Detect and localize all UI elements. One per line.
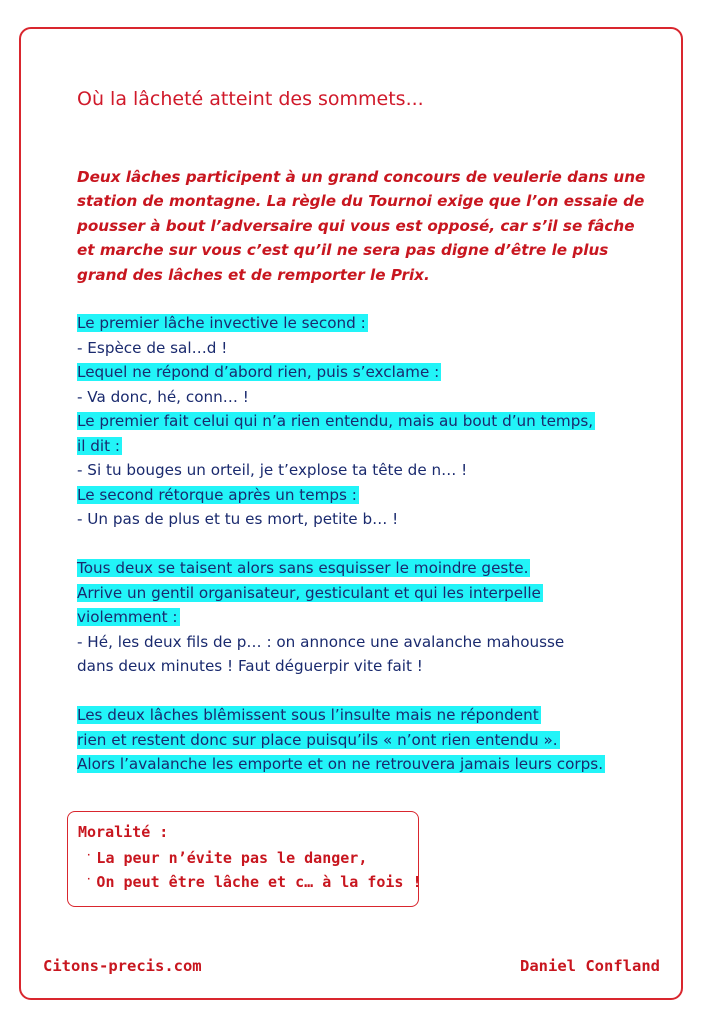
- story-line-highlighted: Alors l’avalanche les emporte et on ne retrouvera jamais leurs corps.: [77, 755, 604, 773]
- morale-item: · On peut être lâche et c… à la fois !: [86, 873, 422, 891]
- intro-line: grand des lâches et de remporter le Prix.: [77, 265, 430, 284]
- story-line-highlighted: Arrive un gentil organisateur, gesticulant et qui les interpelle: [77, 583, 541, 602]
- intro-line: Deux lâches participent à un grand concours de veulerie dans une: [77, 168, 646, 186]
- paragraph-gap: [77, 679, 605, 704]
- story-line-highlighted: Tous deux se taisent alors sans esquisser le moindre geste.: [77, 559, 529, 577]
- morale-item: · La peur n’évite pas le danger,: [86, 849, 368, 867]
- intro-line: pousser à bout l’adversaire qui vous est opposé, car s’il se fâche: [77, 216, 635, 235]
- paragraph-gap: [77, 532, 605, 557]
- intro-line: station de montagne. La règle du Tournoi exige que l’on essaie de: [77, 192, 645, 211]
- story-line-highlighted: Le premier fait celui qui n’a rien entendu, mais au bout d’un temps,: [77, 412, 594, 430]
- story-line-highlighted: Le premier lâche invective le second :: [77, 314, 366, 332]
- story-line: - Espèce de sal…d !: [77, 338, 228, 357]
- story-line-highlighted: Le second rétorque après un temps :: [77, 485, 357, 504]
- story-line: - Hé, les deux fils de p… : on annonce une avalanche mahousse: [77, 632, 565, 651]
- story-text: [77, 311, 605, 777]
- story-line-highlighted: Les deux lâches blêmissent sous l’insulte mais ne répondent: [77, 706, 539, 724]
- story-line-highlighted: rien et restent donc sur place puisqu’ils « n’ont rien entendu ».: [77, 730, 558, 749]
- morale-box: [67, 811, 422, 907]
- bullet-dot: ·: [86, 851, 92, 861]
- footer-site: Citons-precis.com: [43, 957, 202, 975]
- morale-title: Moralité :: [78, 823, 169, 841]
- story-line-highlighted: violemment :: [77, 608, 178, 626]
- footer-author: Daniel Confland: [520, 957, 660, 975]
- story-line: - Va donc, hé, conn… !: [77, 387, 249, 406]
- story-line: - Si tu bouges un orteil, je t’explose ta tête de n… !: [77, 461, 468, 479]
- story-line-highlighted: Lequel ne répond d’abord rien, puis s’exclame :: [77, 363, 440, 381]
- intro-line: et marche sur vous c’est qu’il ne sera pas digne d’être le plus: [77, 241, 609, 260]
- story-line-highlighted: il dit :: [77, 436, 121, 455]
- bullet-dot: ·: [86, 875, 92, 885]
- page-title: Où la lâcheté atteint des sommets...: [77, 88, 424, 110]
- story-line: dans deux minutes ! Faut déguerpir vite fait !: [77, 657, 423, 675]
- intro-paragraph: [77, 165, 647, 287]
- story-line: - Un pas de plus et tu es mort, petite b… !: [77, 510, 399, 528]
